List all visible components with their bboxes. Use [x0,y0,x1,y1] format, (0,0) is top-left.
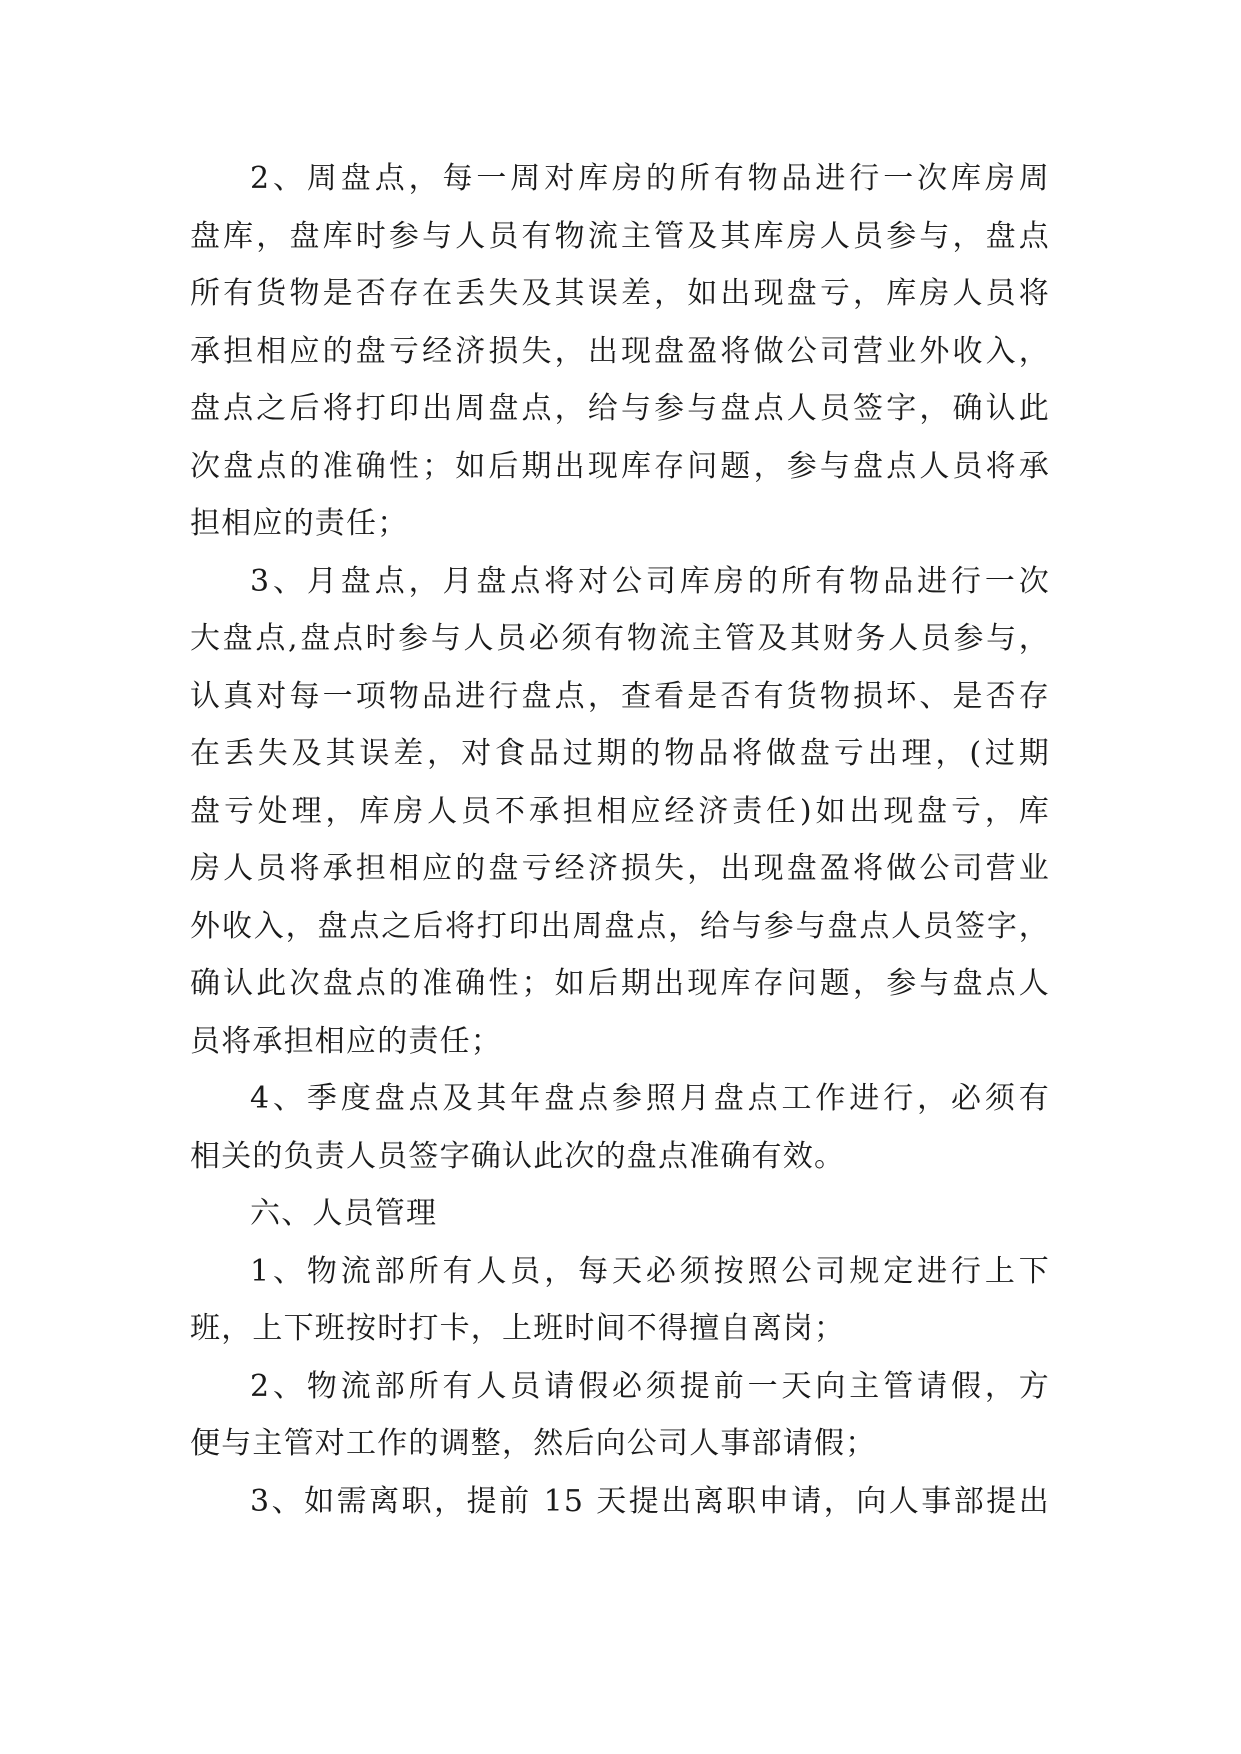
text-line: 4、季度盘点及其年盘点参照月盘点工作进行，必须有 [250,1081,1050,1116]
text-line: 承担相应的盘亏经济损失，出现盘盈将做公司营业外收入， [190,333,1050,369]
text-line: 确认此次盘点的准确性；如后期出现库存问题，参与盘点人 [190,966,1050,1001]
text-line: 相关的负责人员签字确认此次的盘点准确有效。 [190,1138,846,1174]
text-line: 1、物流部所有人员，每天必须按照公司规定进行上下 [250,1253,1050,1289]
text-line: 2、物流部所有人员请假必须提前一天向主管请假，方 [250,1368,1050,1404]
text-line: 在丢失及其误差，对食品过期的物品将做盘亏出理，(过期 [190,736,1050,771]
section-heading-personnel [190,1185,1050,1243]
text-line: 认真对每一项物品进行盘点，查看是否有货物损坏、是否存 [190,678,1050,714]
document-body [190,150,1050,1530]
text-line: 外收入，盘点之后将打印出周盘点，给与参与盘点人员签字， [190,908,1050,944]
text-line: 班，上下班按时打卡，上班时间不得擅自离岗； [190,1311,846,1346]
paragraph-personnel-resignation [190,1473,1050,1531]
text-line: 担相应的责任； [190,506,409,541]
text-line: 3、月盘点，月盘点将对公司库房的所有物品进行一次 [250,563,1050,599]
text-line: 2、周盘点，每一周对库房的所有物品进行一次库房周 [250,161,1050,196]
text-line: 员将承担相应的责任； [190,1023,502,1059]
text-line: 3、如需离职，提前 15 天提出离职申请，向人事部提出 [250,1483,1050,1519]
text-line: 盘点之后将打印出周盘点，给与参与盘点人员签字，确认此 [190,391,1050,426]
paragraph-personnel-leave [190,1358,1050,1473]
text-line: 所有货物是否存在丢失及其误差，如出现盘亏，库房人员将 [190,276,1050,311]
paragraph-personnel-attendance [190,1243,1050,1358]
text-line: 房人员将承担相应的盘亏经济损失，出现盘盈将做公司营业 [190,851,1050,886]
section-heading: 六、人员管理 [250,1196,438,1231]
paragraph-weekly-inventory [190,150,1050,553]
text-line: 盘亏处理，库房人员不承担相应经济责任)如出现盘亏，库 [190,793,1050,829]
text-line: 盘库，盘库时参与人员有物流主管及其库房人员参与，盘点 [190,218,1050,254]
text-line: 大盘点,盘点时参与人员必须有物流主管及其财务人员参与， [190,621,1050,656]
paragraph-quarterly-yearly-inventory [190,1070,1050,1185]
paragraph-monthly-inventory [190,553,1050,1071]
text-line: 次盘点的准确性；如后期出现库存问题，参与盘点人员将承 [190,448,1050,484]
text-line: 便与主管对工作的调整，然后向公司人事部请假； [190,1426,877,1461]
